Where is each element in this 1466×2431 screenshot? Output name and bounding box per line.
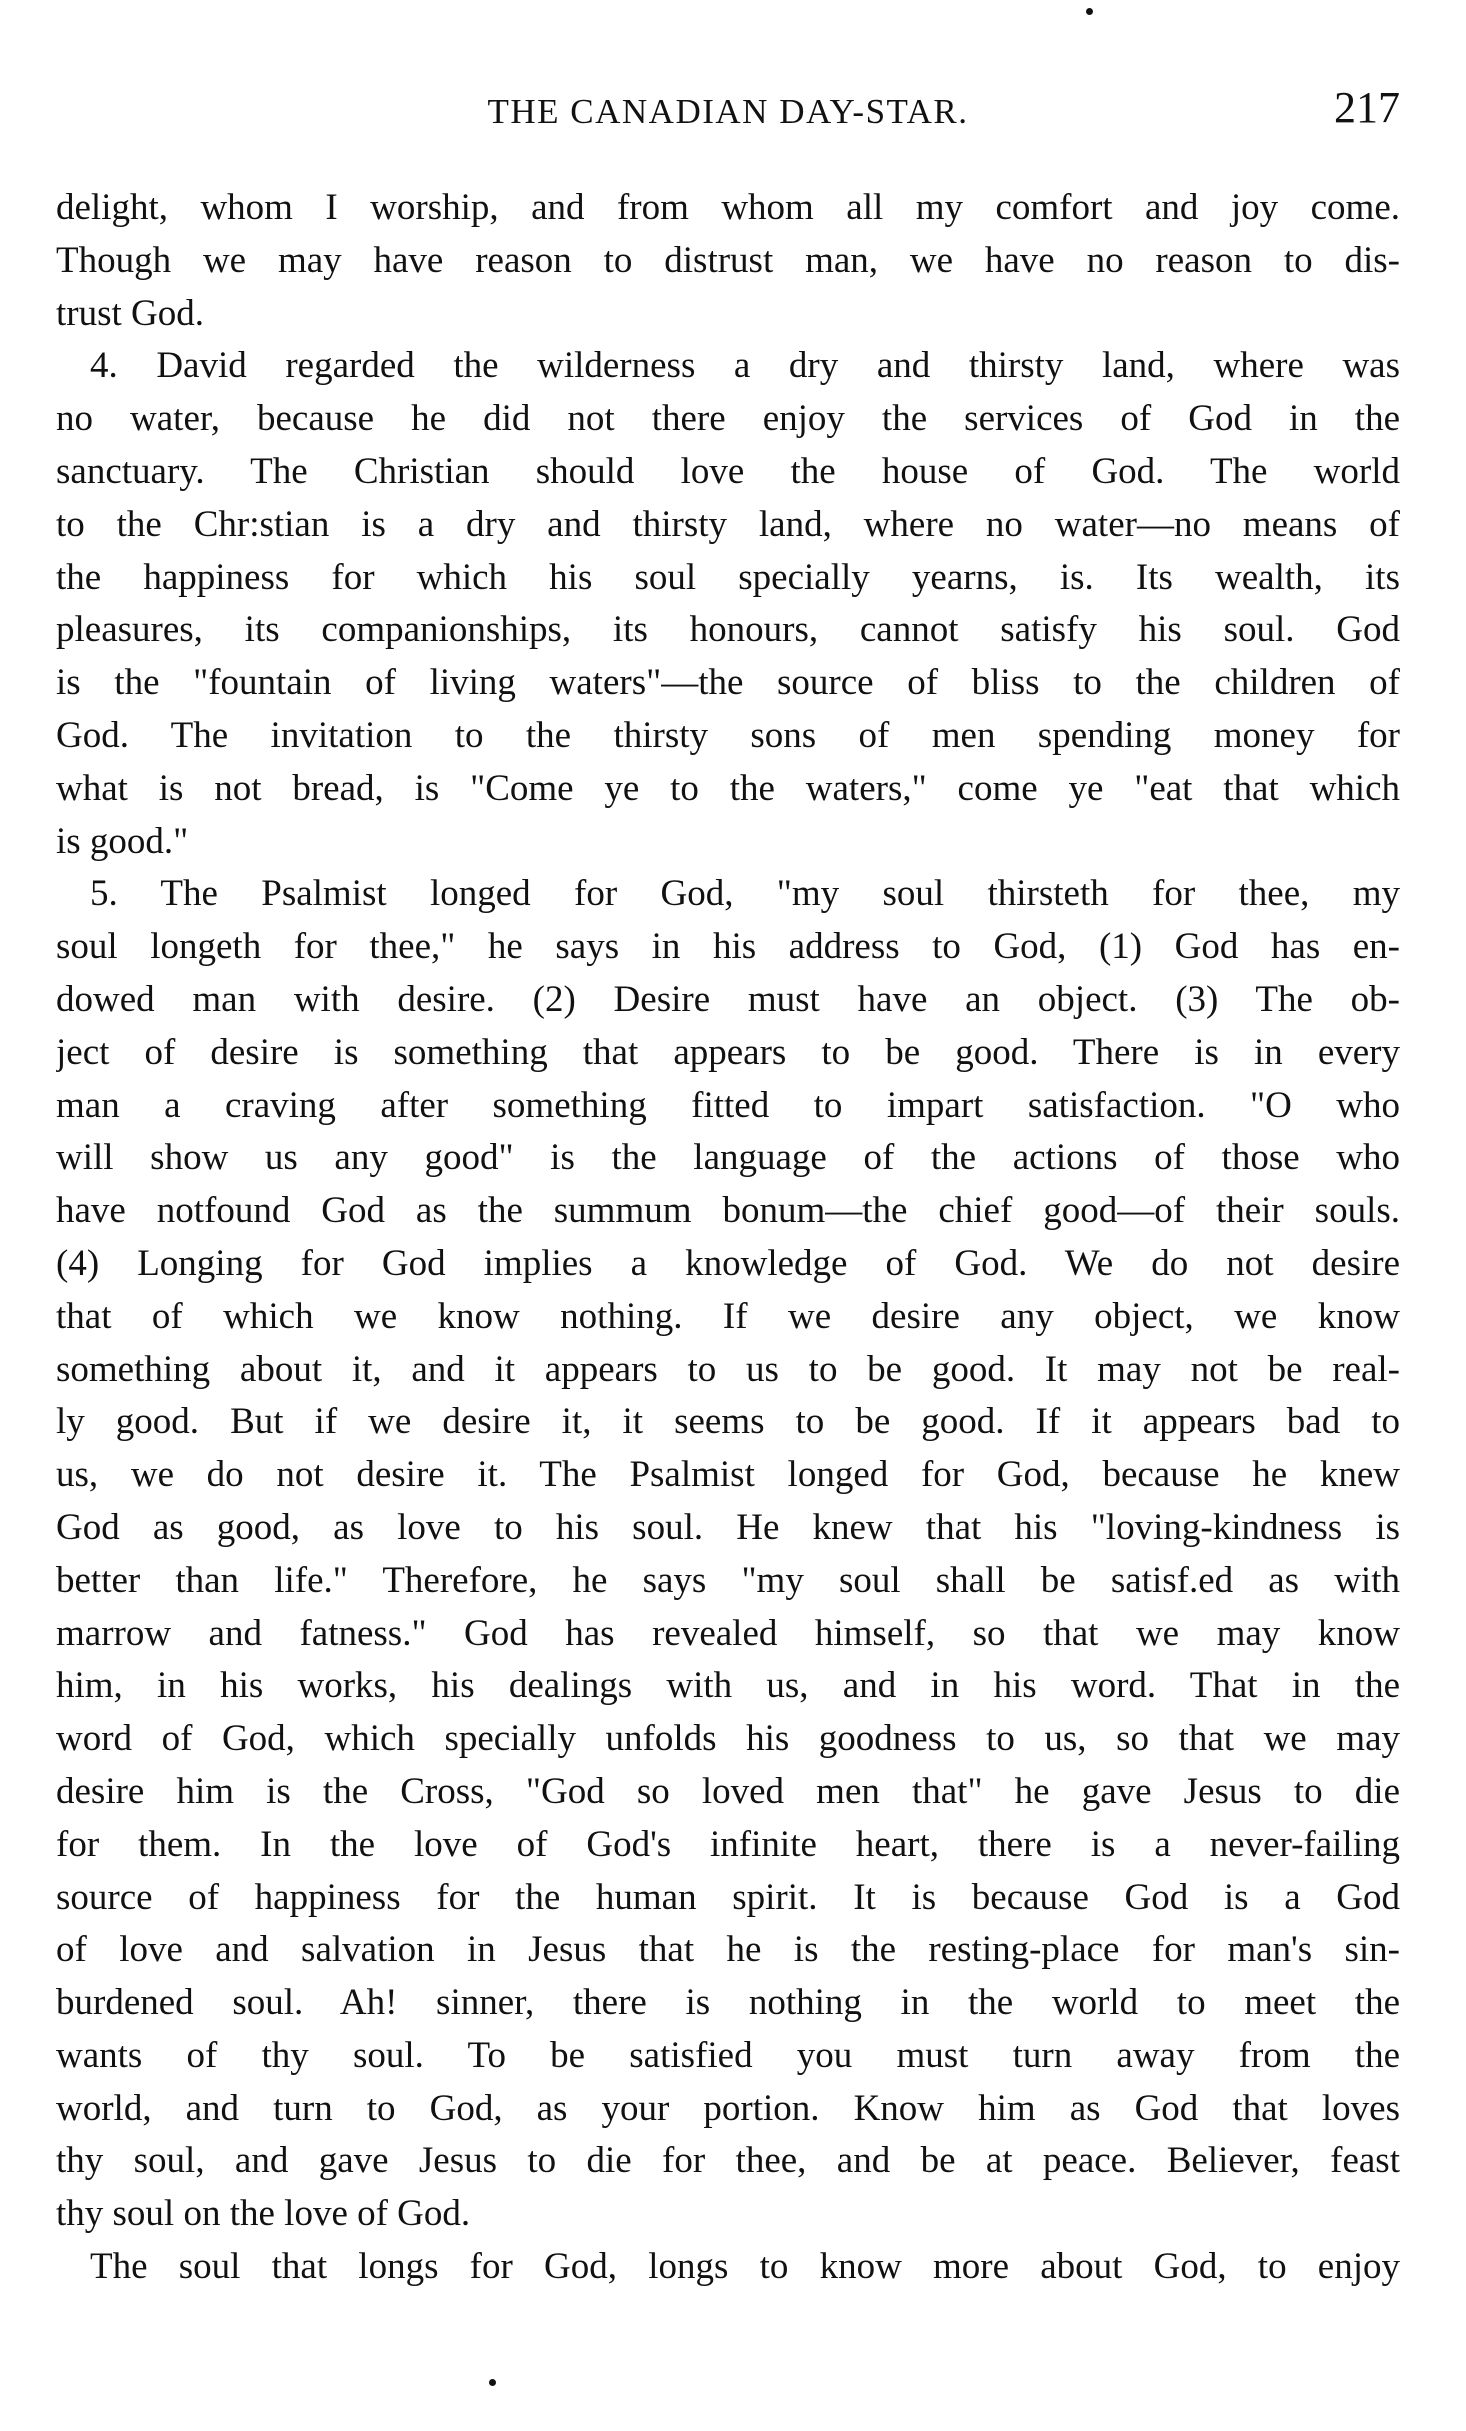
text-line: is good." [56, 820, 189, 862]
page-number: 217 [1334, 83, 1400, 132]
text-line: will show us any good" is the language of the actions of those who [56, 1137, 1400, 1179]
text-line: have notfound God as the summum bonum—the chief good—of their souls. [56, 1190, 1400, 1232]
text-line: thy soul, and gave Jesus to die for thee, and be at peace. Believer, feast [56, 2140, 1400, 2182]
text-line: better than life." Therefore, he says "my soul shall be satisf.ed as with [56, 1559, 1400, 1601]
text-line: what is not bread, is "Come ye to the waters," come ye "eat that which [56, 767, 1400, 809]
text-line: soul longeth for thee," he says in his address to God, (1) God has en- [56, 926, 1400, 968]
text-line: marrow and fatness." God has revealed himself, so that we may know [56, 1612, 1400, 1654]
text-line: ject of desire is something that appears to be good. There is in every [56, 1031, 1400, 1073]
running-title: THE CANADIAN DAY-STAR. [487, 92, 969, 131]
text-line: the happiness for which his soul specially yearns, is. Its wealth, its [56, 556, 1400, 598]
text-line: God. The invitation to the thirsty sons of men spending money for [56, 714, 1400, 756]
text-line: world, and turn to God, as your portion. Know him as God that loves [56, 2087, 1400, 2129]
text-line: something about it, and it appears to us to be good. It may not be real- [56, 1348, 1400, 1390]
text-line: no water, because he did not there enjoy the services of God in the [56, 398, 1400, 440]
text-line: of love and salvation in Jesus that he is the resting-place for man's sin- [56, 1929, 1400, 1971]
text-line: us, we do not desire it. The Psalmist longed for God, because he knew [56, 1454, 1400, 1496]
text-line: Though we may have reason to distrust man, we have no reason to dis- [56, 239, 1400, 281]
text-line: man a craving after something fitted to impart satisfaction. "O who [56, 1084, 1400, 1126]
text-line: ly good. But if we desire it, it seems to be good. If it appears bad to [56, 1401, 1400, 1443]
text-line: that of which we know nothing. If we desire any object, we know [56, 1295, 1400, 1337]
text-line: (4) Longing for God implies a knowledge of God. We do not desire [56, 1242, 1400, 1284]
text-line: God as good, as love to his soul. He knew that his "loving-kindness is [56, 1506, 1400, 1548]
print-speck-top [1086, 8, 1093, 15]
text-line: dowed man with desire. (2) Desire must have an object. (3) The ob- [56, 978, 1400, 1020]
paragraph-5-first-line: 5. The Psalmist longed for God, "my soul thirsteth for thee, my [90, 873, 1400, 915]
text-line: word of God, which specially unfolds his goodness to us, so that we may [56, 1718, 1400, 1760]
text-line: sanctuary. The Christian should love the house of God. The world [56, 450, 1400, 492]
text-line: delight, whom I worship, and from whom all my comfort and joy come. [56, 187, 1400, 228]
text-line: pleasures, its companionships, its honours, cannot satisfy his soul. God [56, 609, 1400, 651]
text-line: source of happiness for the human spirit. It is because God is a God [56, 1876, 1400, 1918]
text-line: is the "fountain of living waters"—the source of bliss to the children of [56, 662, 1400, 704]
text-line: for them. In the love of God's infinite heart, there is a never-failing [56, 1823, 1400, 1865]
text-line: wants of thy soul. To be satisfied you must turn away from the [56, 2034, 1400, 2076]
text-line: desire him is the Cross, "God so loved men that" he gave Jesus to die [56, 1770, 1400, 1812]
next-paragraph-first-line: The soul that longs for God, longs to know more about God, to enjoy [90, 2246, 1400, 2288]
print-speck-bottom [489, 2379, 496, 2386]
page-header [56, 82, 1400, 142]
text-line: to the Chr:stian is a dry and thirsty land, where no water—no means of [56, 503, 1400, 545]
paragraph-4-first-line: 4. David regarded the wilderness a dry and thirsty land, where was [90, 345, 1400, 387]
body-text [56, 182, 1400, 2294]
text-line: him, in his works, his dealings with us, and in his word. That in the [56, 1665, 1400, 1707]
text-line: thy soul on the love of God. [56, 2193, 471, 2235]
text-line: trust God. [56, 292, 204, 334]
text-line: burdened soul. Ah! sinner, there is nothing in the world to meet the [56, 1982, 1400, 2024]
